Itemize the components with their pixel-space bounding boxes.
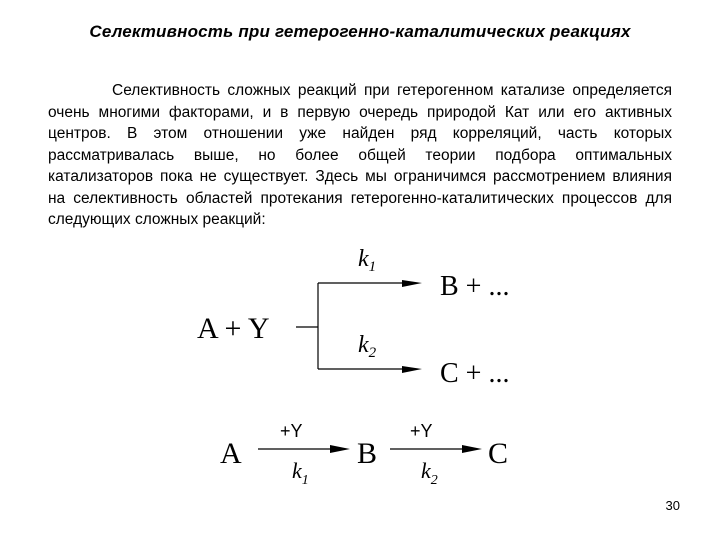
species-a: A xyxy=(220,437,242,470)
parallel-reaction-scheme xyxy=(197,246,509,389)
rate-constant-k1: $k_1$ xyxy=(358,246,377,275)
species-c: C xyxy=(488,437,509,470)
reagent-y-2: +Y xyxy=(410,421,433,441)
product-c-label: C + ... xyxy=(440,358,510,389)
reagent-y-1: +Y xyxy=(280,421,303,441)
rate-constant-k1-consecutive: $k_1$ xyxy=(292,458,309,488)
slide-title: Селективность при гетерогенно-каталитических реакциях xyxy=(89,22,631,41)
species-b: B xyxy=(357,437,378,470)
rate-constant-k2-consecutive: $k_2$ xyxy=(421,458,438,488)
arrowhead-upper xyxy=(402,280,422,287)
rate-constant-k2: $k_2$ xyxy=(358,332,377,361)
reactants-label: A + Y xyxy=(197,312,270,345)
consecutive-reaction-scheme xyxy=(220,421,508,488)
product-b-label: B + ... xyxy=(440,271,510,302)
body-paragraph: Селективность сложных реакций при гетерогенном катализе определяется очень многими факторами, и в первую очередь природой Кат или его активных центров. В этом отношении уже найден ряд корреляций, часть которых рассматривалась выше, но более общей теории подбора оптимальных катализаторов пока не существует. Здесь мы ограничимся рассмотрением влияния на селективность областей протекания гетерогенно-каталитических процессов для следующих сложных реакций: xyxy=(48,82,672,228)
arrowhead-a-to-b xyxy=(330,445,350,453)
page-number: 30 xyxy=(665,498,680,513)
arrowhead-lower xyxy=(402,366,422,373)
arrowhead-b-to-c xyxy=(462,445,482,453)
